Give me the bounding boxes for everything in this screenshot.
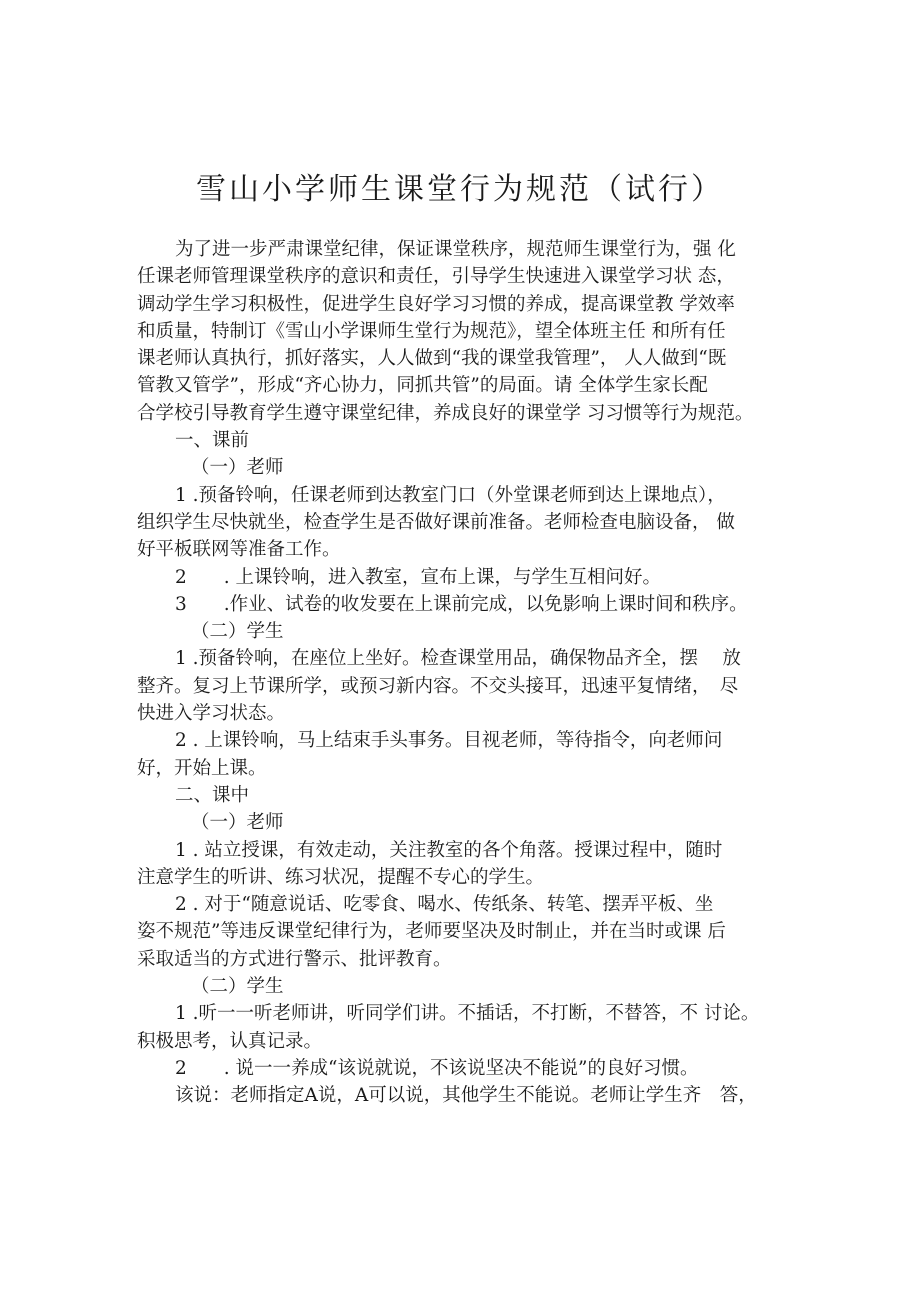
section-heading-before-class: 一、课前 (175, 430, 250, 452)
item-line: 快进入学习状态。 (137, 703, 286, 725)
item-line: 组织学生尽快就坐，检查学生是否做好课前准备。老师检查电脑设备， 做 (137, 511, 735, 533)
list-item (137, 1082, 797, 1109)
item-line: 1 . 站立授课，有效走动，关注教室的各个角落。授课过程中，随时 (175, 839, 723, 861)
subsection-heading-teacher: （一）老师 (191, 457, 284, 479)
subsection-heading-student: （二）学生 (191, 976, 284, 998)
list-item (137, 482, 797, 564)
item-line: 1 .预备铃响，在座位上坐好。检查课堂用品，确保物品齐全，摆 放 (175, 648, 741, 670)
item-line: 1 .听一一听老师讲，听同学们讲。不插话，不打断，不替答，不 讨论。 (175, 1003, 760, 1025)
item-line: 2 . 对于“随意说话、吃零食、喝水、传纸条、转笔、摆弄平板、坐 (175, 894, 714, 916)
subsection-heading-student: （二）学生 (191, 621, 284, 643)
item-line: 好平板联网等准备工作。 (137, 539, 341, 561)
document-body (137, 236, 797, 1110)
item-line: 整齐。复习上节课所学，或预习新内容。不交头接耳，迅速平复情绪， 尽 (137, 675, 739, 697)
section-heading-during-class: 二、课中 (175, 784, 250, 806)
document-title: 雪山小学师生课堂行为规范（试行） (196, 172, 724, 207)
list-item (137, 591, 797, 618)
list-item (137, 1055, 797, 1082)
intro-paragraph (137, 236, 797, 427)
item-line: 注意学生的听讲、练习状况，提醒不专心的学生。 (137, 866, 545, 888)
intro-line: 和质量，特制订《雪山小学课师生堂行为规范》，望全体班主任 和所有任 (137, 320, 726, 342)
list-item (137, 727, 797, 782)
list-item (137, 564, 797, 591)
list-item (137, 837, 797, 892)
item-line: 2 . 上课铃响，马上结束手头事务。目视老师，等待指令，向老师问 (175, 730, 723, 752)
item-line: 该说：老师指定A说，A可以说，其他学生不能说。老师让学生齐 答， (175, 1085, 757, 1107)
item-line: 好，开始上课。 (137, 757, 267, 779)
intro-line: 管教又管学”，形成“齐心协力，同抓共管”的局面。请 全体学生家长配 (137, 375, 708, 397)
intro-line: 课老师认真执行，抓好落实，人人做到“我的课堂我管理”， 人人做到“既 (137, 348, 727, 370)
intro-line: 为了进一步严肃课堂纪律，保证课堂秩序，规范师生课堂行为，强 化 (175, 239, 736, 260)
item-line: 采取适当的方式进行警示、批评教育。 (137, 948, 452, 970)
intro-line: 合学校引导教育学生遵守课堂纪律，养成良好的课堂学 习习惯等行为规范。 (137, 402, 754, 424)
item-line: 2 . 上课铃响，进入教室，宣布上课，与学生互相问好。 (175, 566, 662, 588)
item-line: 积极思考，认真记录。 (137, 1030, 323, 1052)
item-line: 姿不规范”等违反课堂纪律行为，老师要坚决及时制止，并在当时或课 后 (137, 921, 726, 943)
list-item (137, 645, 797, 727)
item-line: 1 .预备铃响，任课老师到达教室门口（外堂课老师到达上课地点）， (175, 484, 726, 506)
subsection-heading-teacher: （一）老师 (191, 812, 284, 834)
list-item (137, 1000, 797, 1055)
intro-line: 调动学生学习积极性，促进学生良好学习习惯的养成，提高课堂教 学效率 (137, 293, 735, 315)
item-line: 3 .作业、试卷的收发要在上课前完成，以免影响上课时间和秩序。 (175, 593, 748, 615)
intro-line: 任课老师管理课堂秩序的意识和责任，引导学生快速进入课堂学习状 态， (137, 266, 735, 288)
item-line: 2 . 说一一养成“该说就说，不该说坚决不能说”的良好习惯。 (175, 1057, 699, 1079)
list-item (137, 891, 797, 973)
